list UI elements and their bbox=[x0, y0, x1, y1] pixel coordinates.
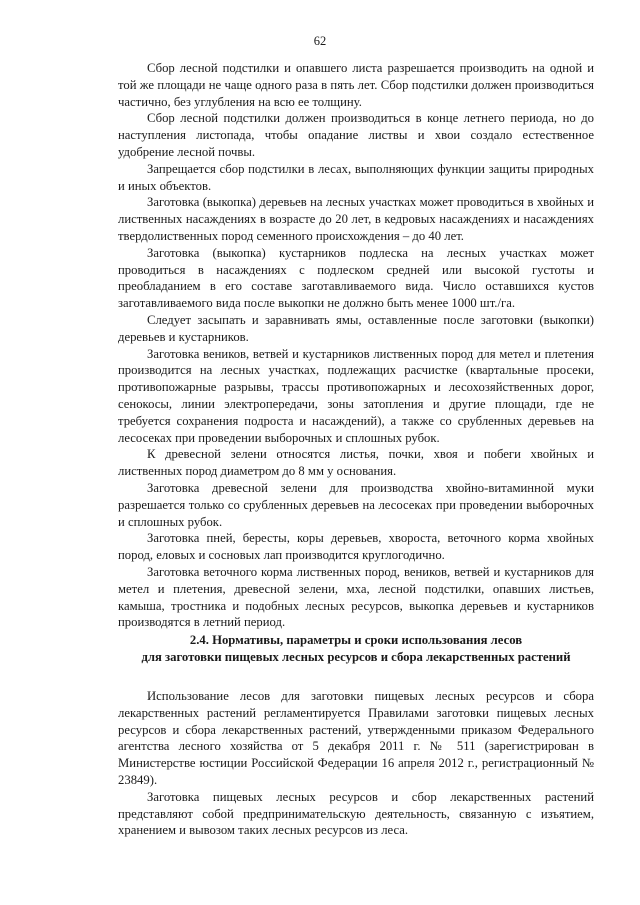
paragraph-tree-greenery-definition: К древесной зелени относятся листья, почки, хвоя и побеги хвойных и лиственных пород диаметром до 8 мм у основания. bbox=[118, 447, 594, 479]
body-text-before-heading bbox=[118, 60, 594, 631]
paragraph-year-round-harvest: Заготовка пней, бересты, коры деревьев, хвороста, веточного корма хвойных пород, еловых и сосновых лап производится круглогодично. bbox=[118, 531, 594, 563]
paragraph-pit-filling: Следует засыпать и заравнивать ямы, оставленные после заготовки (выкопки) деревьев и кустарников. bbox=[118, 312, 594, 344]
body-text-after-heading bbox=[118, 688, 594, 839]
paragraph-vitamin-flour: Заготовка древесной зелени для производства хвойно-витаминной муки разрешается только со срубленных деревьев на лесосеках при проведении выборочных и сплошных рубок. bbox=[118, 480, 594, 529]
paragraph-litter-collection-ban: Запрещается сбор подстилки в лесах, выполняющих функции защиты природных и иных объектов. bbox=[118, 161, 594, 193]
paragraph-tree-digging: Заготовка (выкопка) деревьев на лесных участках может проводиться в хвойных и лиственных насаждениях в возрасте до 20 лет, в кедровых насаждениях и насаждениях твердолиственных пород семенного происхождения – до 40 лет. bbox=[118, 195, 594, 243]
paragraph-litter-collection-frequency: Сбор лесной подстилки и опавшего листа разрешается производить на одной и той же площади не чаще одного раза в пять лет. Сбор подстилки должен производиться частично, без углубления на всю ее толщину. bbox=[118, 61, 594, 109]
paragraph-regulation-reference: Использование лесов для заготовки пищевых лесных ресурсов и сбора лекарственных растений регламентируется Правилами заготовки пищевых лесных ресурсов и сбора лекарственных растений, утвержденными приказом Федерального агентства лесного хозяйства от 5 декабря 2011 г. № 511 (зарегистрирован в Министерстве юстиции Российской Федерации 16 апреля 2012 г., регистрационный № 23849). bbox=[118, 689, 594, 787]
paragraph-shrub-digging: Заготовка (выкопка) кустарников подлеска на лесных участках может проводиться в насаждениях с подлеском средней или высокой густоты и преобладанием в его составе заготавливаемого вида. Число оставшихся кустов заготавливаемого вида после выкопки не должно быть менее 1000 шт./га. bbox=[118, 245, 594, 311]
page-number: 62 bbox=[313, 34, 327, 48]
paragraph-summer-harvest: Заготовка веточного корма лиственных пород, веников, ветвей и кустарников для метел и плетения, древесной зелени, мха, лесной подстилки, опавших листьев, камыша, тростника и подобных лесных ресурсов, выкопка деревьев и кустарников производятся в летний период. bbox=[118, 564, 594, 630]
section-heading-line-2: для заготовки пищевых лесных ресурсов и сбора лекарственных растений bbox=[141, 650, 571, 664]
section-heading bbox=[110, 632, 602, 666]
section-heading-line-1: 2.4. Нормативы, параметры и сроки использования лесов bbox=[189, 633, 523, 647]
paragraph-brooms-branches: Заготовка веников, ветвей и кустарников лиственных пород для метел и плетения производится на лесных участках, подлежащих расчистке (квартальные просеки, противопожарные разрывы, трассы противопожарных и лесохозяйственных дорог, сенокосы, линии электропередачи, зоны затопления и другие площади, где не требуется сохранения подроста и насаждений), а также со срубленных деревьев на лесосеках при проведении выборочных и сплошных рубок. bbox=[118, 346, 594, 445]
paragraph-business-activity: Заготовка пищевых лесных ресурсов и сбор лекарственных растений представляют собой предпринимательскую деятельность, связанную с изъятием, хранением и вывозом таких лесных ресурсов из леса. bbox=[118, 789, 594, 838]
paragraph-litter-collection-season: Сбор лесной подстилки должен производиться в конце летнего периода, но до наступления листопада, чтобы опадание листвы и хвои создало естественное удобрение лесной почвы. bbox=[118, 111, 594, 159]
